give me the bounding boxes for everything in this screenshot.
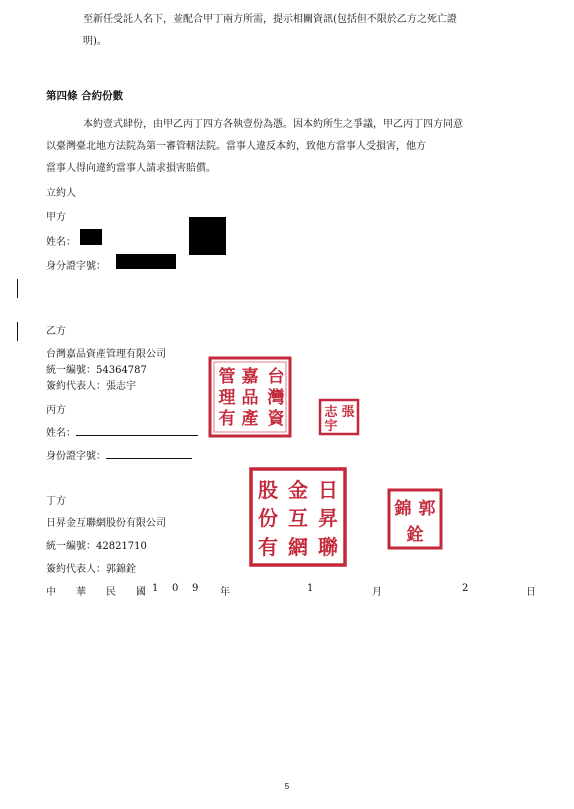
party-c-name-row [46,424,198,439]
article-body [46,114,553,180]
date-day: 2 [462,583,469,594]
party-a-label: 甲方 [46,212,66,223]
date-char: 國 [136,587,146,598]
svg-text:管: 管 [218,367,236,387]
svg-text:日: 日 [318,478,338,502]
article-line-2: 以臺灣臺北地方法院為第一審管轄法院。當事人違反本約，致他方當事人受損害，他方 [46,141,426,152]
svg-text:份: 份 [258,506,278,530]
party-c-id-row [46,447,192,462]
svg-text:昇: 昇 [318,506,338,530]
party-a-name-redaction [80,229,102,245]
party-a-id-redaction [116,254,176,269]
svg-text:有: 有 [258,535,278,559]
party-b-representative: 簽約代表人：張志宇 [46,381,136,392]
svg-text:灣: 灣 [267,388,285,408]
date-char: 中 [46,587,56,598]
party-c-id-line [106,447,192,459]
svg-text:張: 張 [341,405,355,420]
svg-text:台: 台 [267,367,285,387]
svg-text:互: 互 [288,506,308,530]
svg-text:宇: 宇 [324,419,338,434]
margin-change-bar [17,279,18,298]
date-year-digit: 1 [152,583,159,594]
svg-text:理: 理 [218,388,236,408]
date-char: 民 [106,587,116,598]
party-c-label: 丙方 [46,405,66,416]
date-year-digit: 0 [172,583,179,594]
article-line-1: 本約壹式肆份，由甲乙丙丁四方各執壹份為憑。因本約所生之爭議，甲乙丙丁四方同意 [83,119,463,130]
svg-text:產: 產 [241,409,259,429]
party-d-company: 日昇金互聯網股份有限公司 [46,518,166,529]
svg-text:郭: 郭 [418,499,436,519]
date-char: 月 [372,587,382,598]
svg-text:有: 有 [218,409,236,429]
margin-change-bar [17,322,18,341]
date-month: 1 [307,583,314,594]
signing-date [0,583,574,597]
date-char: 年 [220,587,230,598]
party-a-id-label: 身分證字號： [46,261,106,272]
svg-text:錦: 錦 [394,499,412,519]
party-b-personal-seal [318,398,360,436]
party-b-tax-id: 統一編號：54364787 [46,365,147,376]
svg-text:志: 志 [324,405,338,420]
party-d-company-seal [248,466,348,568]
party-b-company: 台灣嘉品資產管理有限公司 [46,349,166,360]
svg-text:股: 股 [258,478,278,502]
svg-text:銓: 銓 [406,525,424,545]
party-d-representative: 簽約代表人：郭錦銓 [46,564,136,575]
clause-line-2: 明)。 [83,36,107,47]
signatories-heading: 立約人 [46,188,76,199]
svg-text:嘉: 嘉 [241,367,259,387]
clause-line-1: 至新任受託人名下，並配合甲丁兩方所需，提示相關資訊(包括但不限於乙方之死亡證 [83,14,457,25]
svg-text:聯: 聯 [318,535,338,559]
party-a-seal-redaction [189,217,226,255]
clause-text [83,9,553,53]
date-year-digit: 9 [192,583,199,594]
svg-text:品: 品 [241,388,259,408]
svg-text:網: 網 [288,535,308,559]
party-c-id-label: 身份證字號： [46,451,106,462]
party-c-name-line [76,424,198,436]
party-b-label: 乙方 [46,326,66,337]
svg-text:金: 金 [288,478,308,502]
svg-text:資: 資 [267,409,285,429]
party-d-tax-id: 統一編號：42821710 [46,541,147,552]
party-c-name-label: 姓名： [46,428,76,439]
page-number: 5 [284,782,290,791]
party-d-label: 丁方 [46,496,66,507]
party-d-personal-seal [387,488,443,550]
party-b-company-seal [207,355,293,439]
date-char: 日 [526,587,536,598]
date-char: 華 [76,587,86,598]
party-a-name-label: 姓名： [46,237,76,248]
article-title: 第四條 合約份數 [46,90,124,102]
article-line-3: 當事人得向違約當事人請求損害賠償。 [46,163,216,174]
